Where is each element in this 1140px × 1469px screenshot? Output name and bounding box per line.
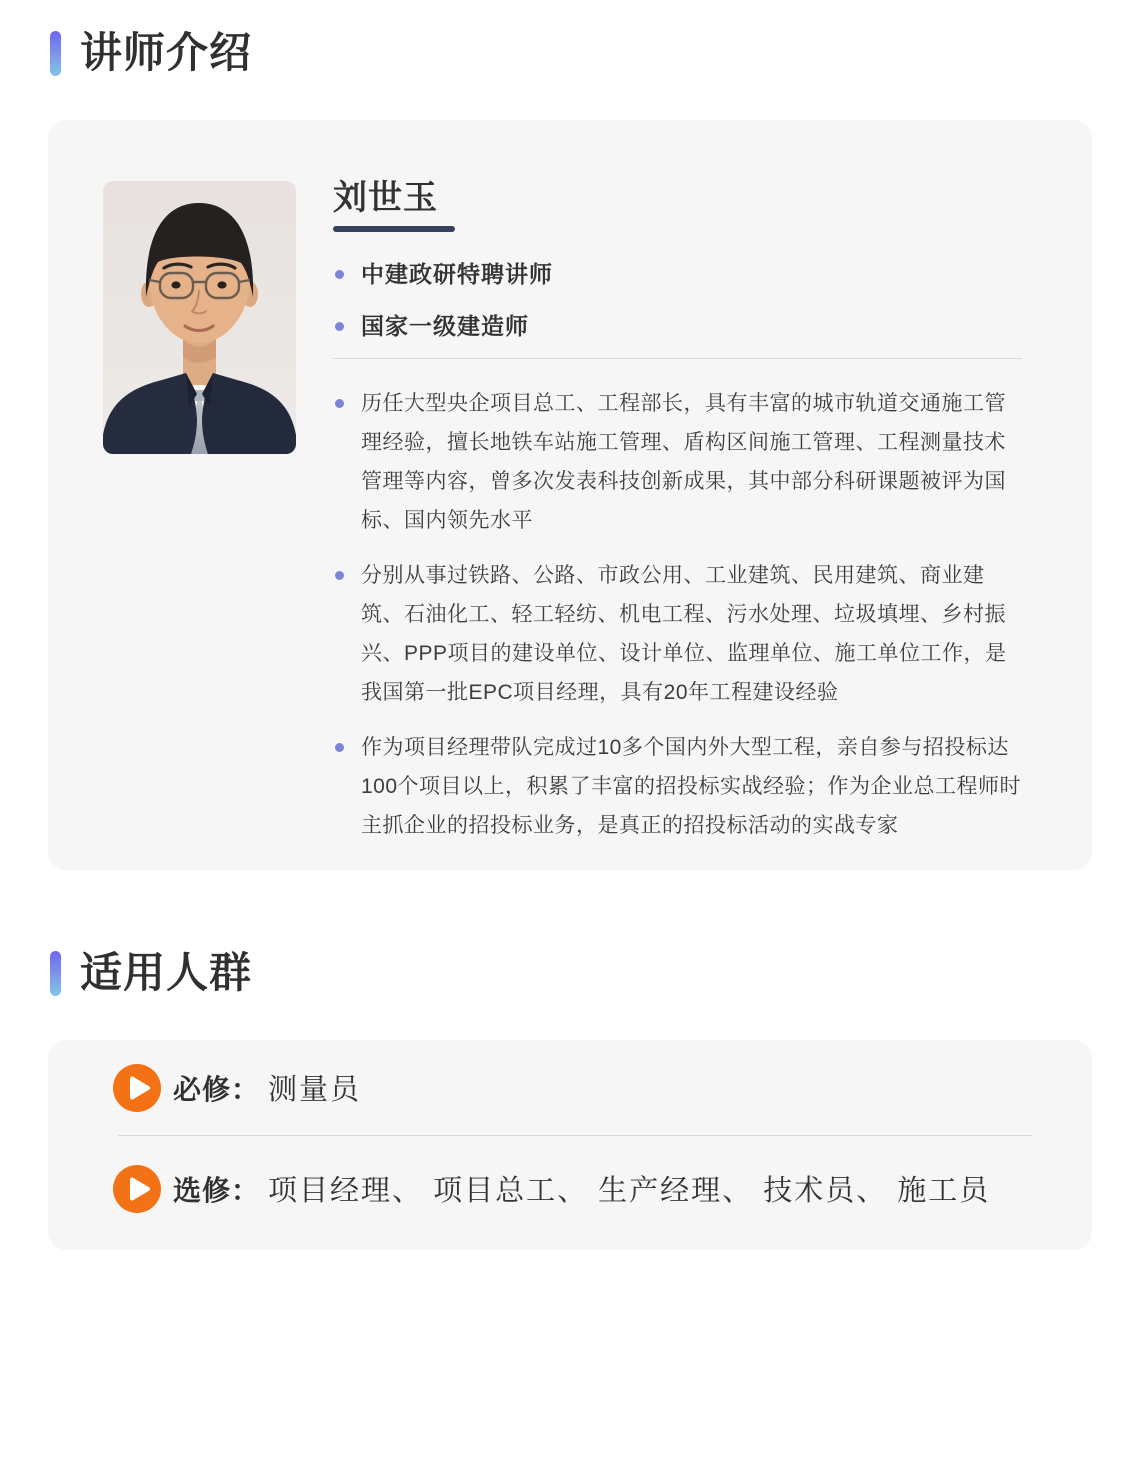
- elective-course-row: [108, 1136, 1032, 1241]
- credentials-divider: [333, 358, 1022, 359]
- bio-item: 历任大型央企项目总工、工程部长，具有丰富的城市轨道交通施工管理经验，擅长地铁车站施工管理、盾构区间施工管理、工程测量技术管理等内容，曾多次发表科技创新成果，其中部分科研课题被评为国标、国内领先水平: [333, 384, 1022, 540]
- elective-label: 选修：: [173, 1174, 261, 1206]
- instructor-card: [48, 120, 1092, 870]
- credential-item: 中建政研特聘讲师: [333, 263, 1022, 286]
- credential-list: [333, 263, 1022, 338]
- elective-value: 项目经理、 项目总工、 生产经理、 技术员、 施工员: [268, 1175, 991, 1207]
- accent-bar-icon: [50, 31, 61, 76]
- audience-card: [48, 1040, 1092, 1250]
- play-icon[interactable]: [113, 1165, 161, 1213]
- name-underline: [333, 226, 455, 232]
- bio-item: 作为项目经理带队完成过10多个国内外大型工程，亲自参与招投标达100个项目以上，积累了丰富的招投标实战经验；作为企业总工程师时主抓企业的招投标业务，是真正的招投标活动的实战专家: [333, 728, 1022, 845]
- required-course-row: [108, 1040, 1032, 1135]
- required-value: 测量员: [268, 1074, 362, 1106]
- play-icon[interactable]: [113, 1064, 161, 1112]
- instructor-name: 刘世玉: [333, 179, 438, 217]
- bio-list: [333, 384, 1022, 845]
- audience-section-title: 适用人群: [80, 949, 253, 996]
- credential-item: 国家一级建造师: [333, 315, 1022, 338]
- required-label: 必修：: [173, 1073, 261, 1105]
- audience-section-header: [50, 949, 1092, 997]
- instructor-section-header: [50, 29, 1092, 77]
- portrait-illustration: [103, 181, 296, 454]
- instructor-photo: [103, 181, 296, 454]
- instructor-section-title: 讲师介绍: [80, 29, 253, 76]
- accent-bar-icon: [50, 951, 61, 996]
- bio-item: 分别从事过铁路、公路、市政公用、工业建筑、民用建筑、商业建筑、石油化工、轻工轻纺、机电工程、污水处理、垃圾填埋、乡村振兴、PPP项目的建设单位、设计单位、监理单位、施工单位工作，是我国第一批EPC项目经理，具有20年工程建设经验: [333, 556, 1022, 712]
